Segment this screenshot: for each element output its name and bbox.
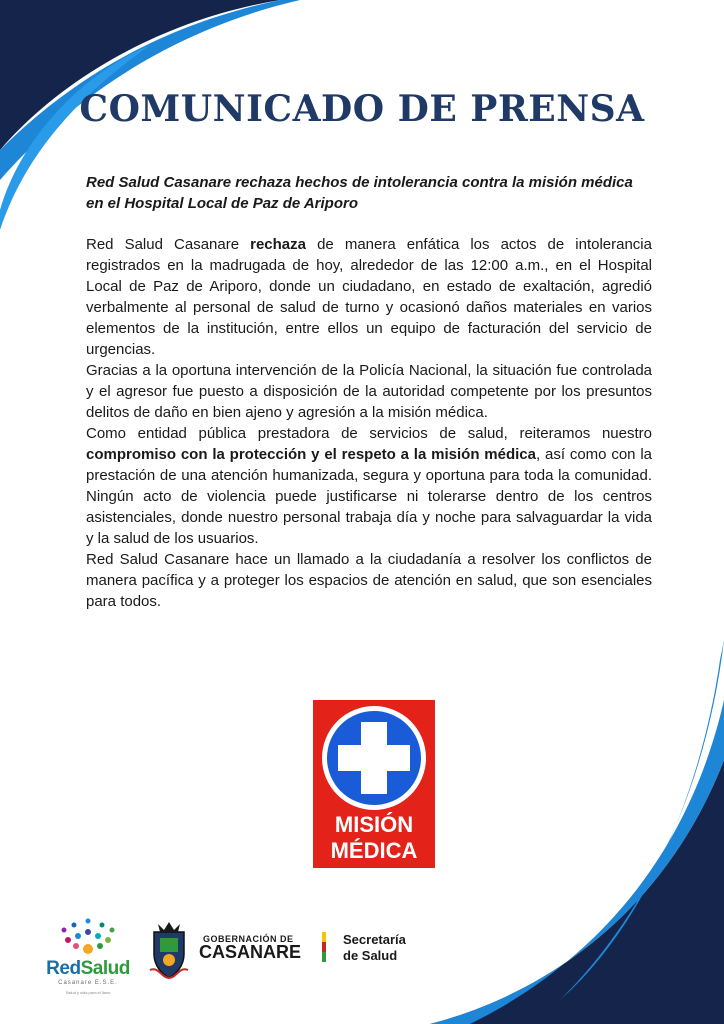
footer-logos: [0, 906, 724, 996]
secretaria-line2: de Salud: [343, 948, 398, 963]
paragraph-4: Red Salud Casanare hace un llamado a la ciudadanía a resolver los conflictos de manera pacífica y a proteger los espacios de atención en salud, que son esenciales para todos.: [86, 551, 652, 610]
mision-label: MISIÓN: [334, 812, 414, 837]
emphasis-compromiso: compromiso con la protección y el respeto a la misión médica: [86, 446, 536, 463]
dots-icon: [58, 916, 118, 956]
casanare-shield-icon: [148, 920, 190, 980]
paragraph-2: Gracias a la oportuna intervención de la Policía Nacional, la situación fue controlada y el agresor fue puesto a disposición de la autoridad competente por los presuntos delitos de daño en bien ajeno y agresión a la misión médica.: [86, 362, 652, 421]
redsalud-tagline: Salud y vida para el llano: [65, 990, 111, 995]
redsalud-logo: [40, 916, 136, 996]
flag-bar-icon: [322, 932, 326, 962]
medica-label: MÉDICA: [330, 838, 418, 863]
secretaria-line1: Secretaría: [343, 932, 406, 947]
mision-medica-logo: [313, 700, 435, 868]
casanare-label: CASANARE: [199, 942, 302, 962]
redsalud-name: RedSalud: [46, 958, 130, 979]
emphasis-rechaza: rechaza: [250, 236, 306, 253]
press-subtitle: Red Salud Casanare rechaza hechos de intolerancia contra la misión médica en el Hospital Local de Paz de Ariporo: [86, 174, 633, 212]
redsalud-sub: Casanare E.S.E.: [58, 980, 118, 986]
gobernacion-label: GOBERNACIÓN DE: [203, 934, 294, 944]
paragraph-1: Red Salud Casanare rechaza de manera enfática los actos de intolerancia registrados en la madrugada de hoy, alrededor de las 12:00 a.m., en el Hospital Local de Paz de Ariporo, donde un ciudadano, en estado de exaltación, agredió verbalmente al personal de salud de turno y ocasionó daños materiales en varios elementos de la institución, entre ellos un equipo de facturación del servicio de urgencias.: [86, 236, 652, 358]
press-body: [86, 234, 652, 612]
page-title: COMUNICADO DE PRENSA: [79, 88, 645, 130]
paragraph-3: Como entidad pública prestadora de servicios de salud, reiteramos nuestro compromiso con la protección y el respeto a la misión médica, así como con la prestación de una atención humanizada, segura y oportuna para toda la comunidad. Ningún acto de violencia puede justificarse ni tolerarse dentro de los centros asistenciales, donde nuestro personal trabaja día y noche para salvaguardar la vida y la salud de los usuarios.: [86, 425, 652, 547]
